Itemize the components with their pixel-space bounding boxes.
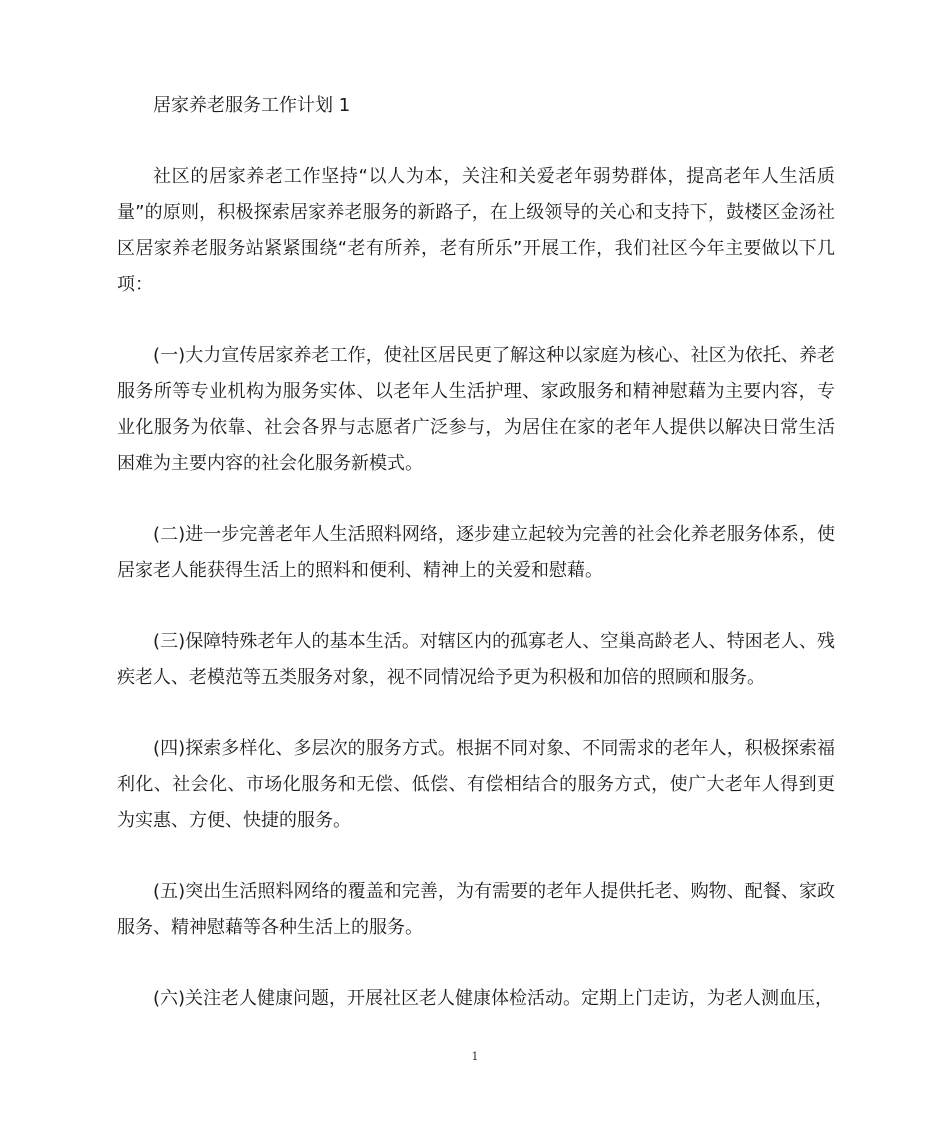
document-title: 居家养老服务工作计划 1	[153, 95, 351, 116]
paragraph-item-2: (二)进一步完善老年人生活照料网络，逐步建立起较为完善的社会化养老服务体系，使居家老人能获得生活上的照料和便利、精神上的关爱和慰藉。	[117, 524, 835, 581]
paragraph-intro: 社区的居家养老工作坚持“以人为本，关注和关爱老年弱势群体，提高老年人生活质量”的原则，积极探索居家养老服务的新路子，在上级领导的关心和支持下，鼓楼区金汤社区居家养老服务站紧紧围绕“老有所养，老有所乐”开展工作，我们社区今年主要做以下几项：	[117, 166, 835, 295]
document-body	[117, 88, 835, 1017]
paragraph-item-6: (六)关注老人健康问题，开展社区老人健康体检活动。定期上门走访，为老人测血压，	[153, 988, 834, 1009]
paragraph-item-5: (五)突出生活照料网络的覆盖和完善，为有需要的老年人提供托老、购物、配餐、家政服务、精神慰藉等各种生活上的服务。	[117, 881, 835, 938]
page-number: 1	[471, 1050, 479, 1063]
paragraph-item-4: (四)探索多样化、多层次的服务方式。根据不同对象、不同需求的老年人，积极探索福利化、社会化、市场化服务和无偿、低偿、有偿相结合的服务方式，使广大老年人得到更为实惠、方便、快捷的服务。	[117, 738, 835, 831]
paragraph-item-3: (三)保障特殊老年人的基本生活。对辖区内的孤寡老人、空巢高龄老人、特困老人、残疾老人、老模范等五类服务对象，视不同情况给予更为积极和加倍的照顾和服务。	[117, 631, 835, 688]
paragraph-item-1: (一)大力宣传居家养老工作，使社区居民更了解这种以家庭为核心、社区为依托、养老服务所等专业机构为服务实体、以老年人生活护理、家政服务和精神慰藉为主要内容，专业化服务为依靠、社会各界与志愿者广泛参与，为居住在家的老年人提供以解决日常生活困难为主要内容的社会化服务新模式。	[117, 345, 835, 474]
